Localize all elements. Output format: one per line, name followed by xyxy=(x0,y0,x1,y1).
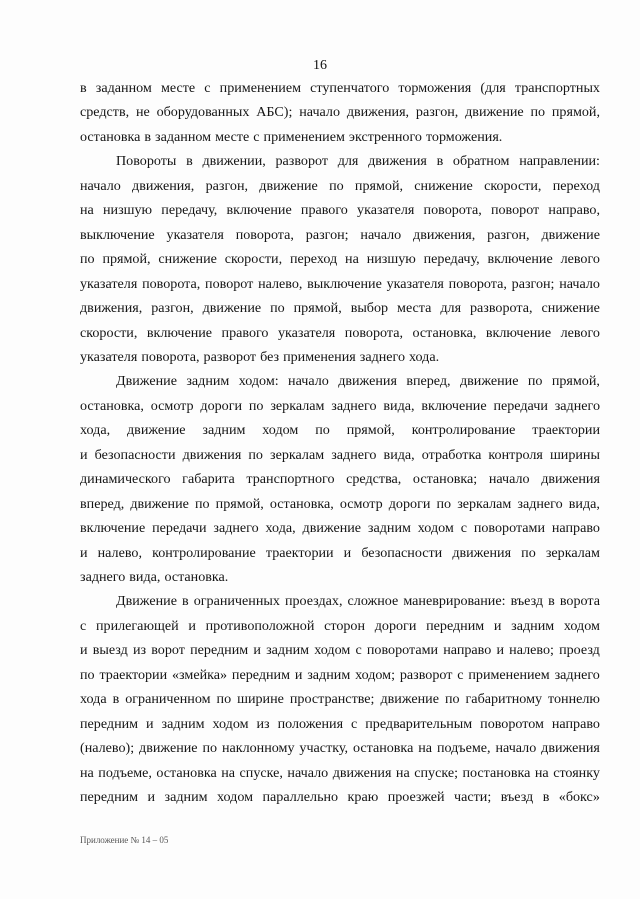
text-line: в заданном месте с применением ступенчатого торможения (для транспортных xyxy=(80,80,600,96)
text-line: скорости, включение правого указателя поворота, остановка, включение левого xyxy=(80,324,600,341)
text-line: заднего вида, остановка. xyxy=(80,569,229,585)
text-line: на подъеме, остановка на спуске, начало движения на спуске; постановка на стоянку xyxy=(80,764,600,781)
text-line: выключение указателя поворота, разгон; начало движения, разгон, движение xyxy=(80,226,600,243)
text-line: и выезд из ворот передним и задним ходом с поворотами направо и налево; проезд xyxy=(80,642,600,659)
text-line: с прилегающей и противоположной сторон дороги передним и задним ходом xyxy=(80,617,600,634)
text-line: остановка в заданном месте с применением экстренного торможения. xyxy=(80,128,503,145)
text-line: включение передачи заднего хода, движение задним ходом с поворотами направо xyxy=(80,520,600,537)
text-line: по траектории «змейка» передним и задним ходом; разворот с применением заднего xyxy=(80,666,600,683)
text-line: указателя поворота, поворот налево, выключение указателя поворота, разгон; начало xyxy=(80,275,600,292)
text-line: остановка, осмотр дороги по зеркалам заднего вида, включение передачи заднего xyxy=(80,397,600,414)
text-line: и налево, контролирование траектории и безопасности движения по зеркалам xyxy=(80,544,600,561)
text-line: передним и задним ходом параллельно краю проезжей части; въезд в «бокс» xyxy=(80,789,600,806)
text-line: начало движения, разгон, движение по прямой, снижение скорости, переход xyxy=(80,177,600,194)
text-line: указателя поворота, разворот без применения заднего хода. xyxy=(80,348,440,365)
text-line: и безопасности движения по зеркалам заднего вида, отработка контроля ширины xyxy=(80,446,600,463)
text-line: Повороты в движении, разворот для движения в обратном направлении: xyxy=(116,153,600,170)
text-line: на низшую передачу, включение правого указателя поворота, поворот направо, xyxy=(80,202,600,219)
text-line: передним и задним ходом из положения с предварительным поворотом направо xyxy=(80,715,600,732)
page-footer: Приложение № 14 – 05 xyxy=(80,835,169,845)
text-line: динамического габарита транспортного средства, остановка; начало движения xyxy=(80,471,600,488)
text-line: средств, не оборудованных АБС); начало движения, разгон, движение по прямой, xyxy=(80,104,600,121)
text-line: (налево); движение по наклонному участку, остановка на подъеме, начало движения xyxy=(80,740,600,757)
text-line: хода в ограниченном по ширине пространстве; движение по габаритному тоннелю xyxy=(80,691,600,708)
text-line: Движение в ограниченных проездах, сложное маневрирование: въезд в ворота xyxy=(116,593,600,610)
page-number: 16 xyxy=(313,58,327,73)
text-line: хода, движение задним ходом по прямой, контролирование траектории xyxy=(80,422,600,439)
text-line: движения, разгон, движение по прямой, выбор места для разворота, снижение xyxy=(80,300,600,317)
text-line: по прямой, снижение скорости, переход на низшую передачу, включение левого xyxy=(80,251,600,268)
text-line: вперед, движение по прямой, остановка, осмотр дороги по зеркалам заднего вида, xyxy=(80,495,600,512)
text-line: Движение задним ходом: начало движения вперед, движение по прямой, xyxy=(116,373,600,390)
